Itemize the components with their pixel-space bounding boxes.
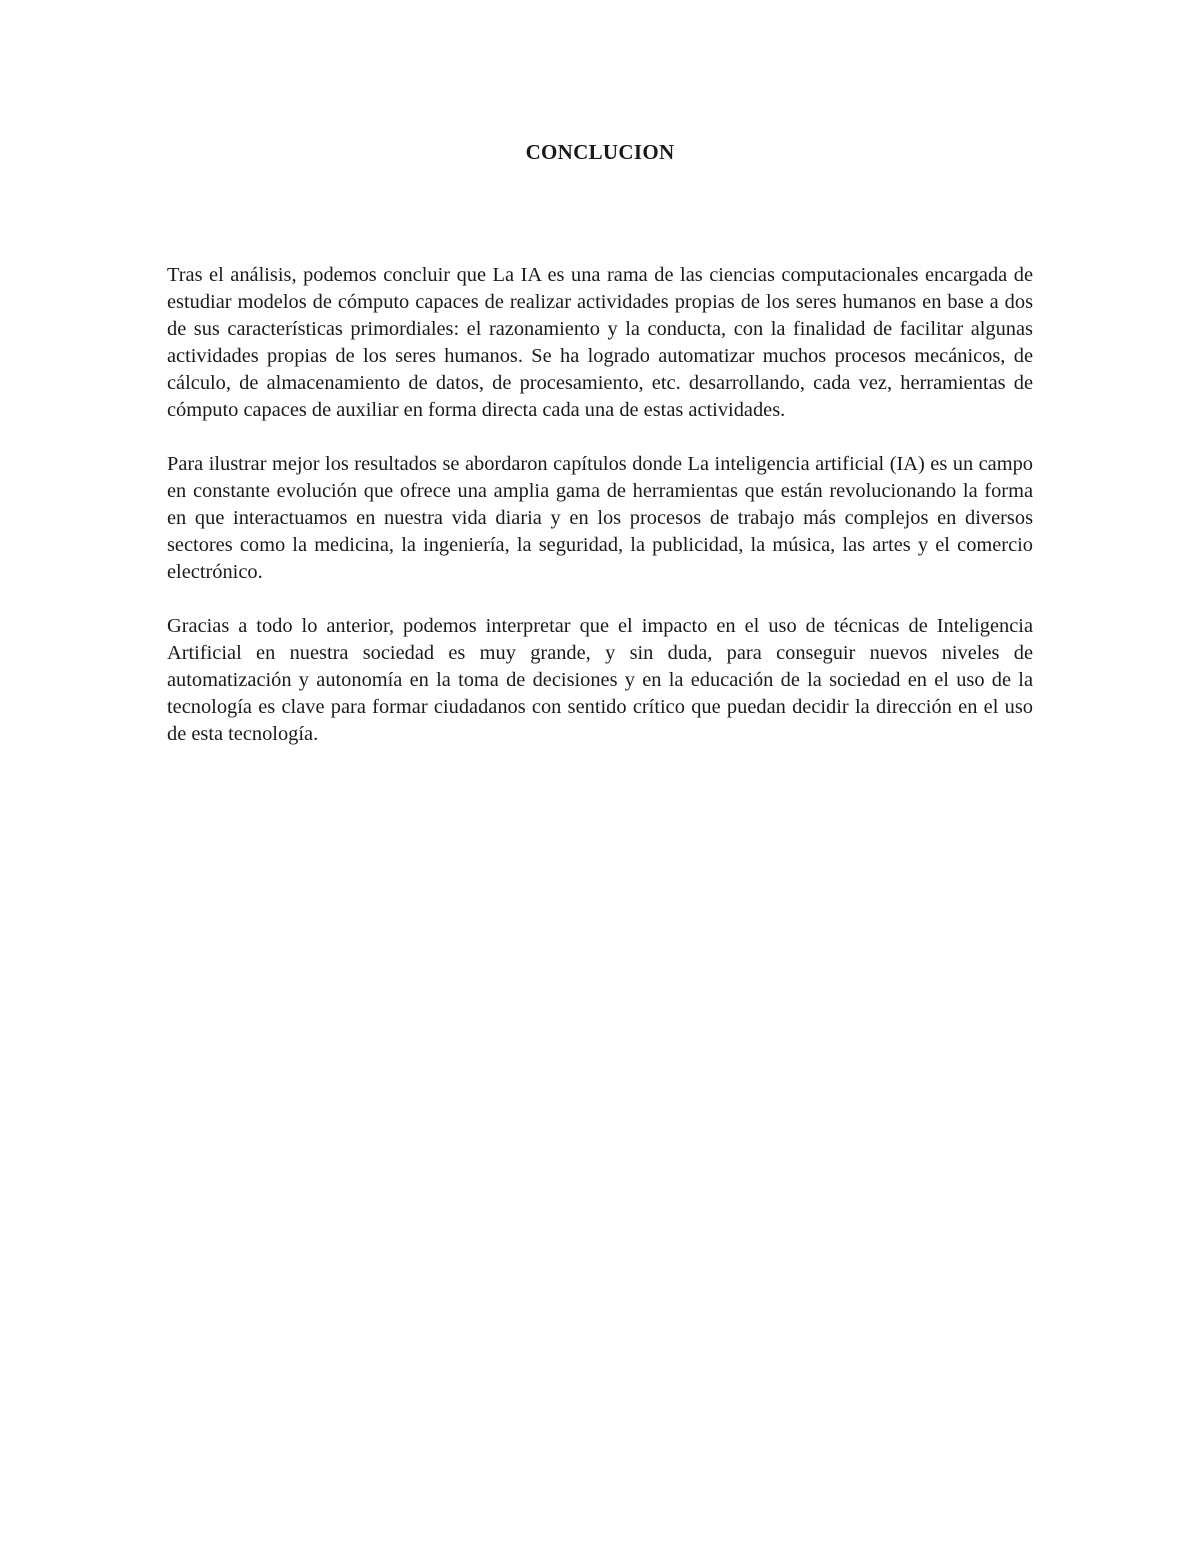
document-body	[167, 262, 1033, 775]
document-title: CONCLUCION	[525, 140, 675, 164]
paragraph-1: Tras el análisis, podemos concluir que La IA es una rama de las ciencias computacionales encargada de estudiar modelos de cómputo capaces de realizar actividades propias de los seres humanos en base a dos de sus características primordiales: el razonamiento y la conducta, con la finalidad de facilitar algunas actividades propias de los seres humanos. Se ha logrado automatizar muchos procesos mecánicos, de cálculo, de almacenamiento de datos, de procesamiento, etc. desarrollando, cada vez, herramientas de cómputo capaces de auxiliar en forma directa cada una de estas actividades.	[167, 264, 1033, 421]
paragraph-2: Para ilustrar mejor los resultados se abordaron capítulos donde La inteligencia artificial (IA) es un campo en constante evolución que ofrece una amplia gama de herramientas que están revolucionando la forma en que interactuamos en nuestra vida diaria y en los procesos de trabajo más complejos en diversos sectores como la medicina, la ingeniería, la seguridad, la publicidad, la música, las artes y el comercio electrónico.	[167, 453, 1033, 583]
paragraph-3: Gracias a todo lo anterior, podemos interpretar que el impacto en el uso de técnicas de Inteligencia Artificial en nuestra sociedad es muy grande, y sin duda, para conseguir nuevos niveles de automatización y autonomía en la toma de decisiones y en la educación de la sociedad en el uso de la tecnología es clave para formar ciudadanos con sentido crítico que puedan decidir la dirección en el uso de esta tecnología.	[167, 615, 1033, 745]
